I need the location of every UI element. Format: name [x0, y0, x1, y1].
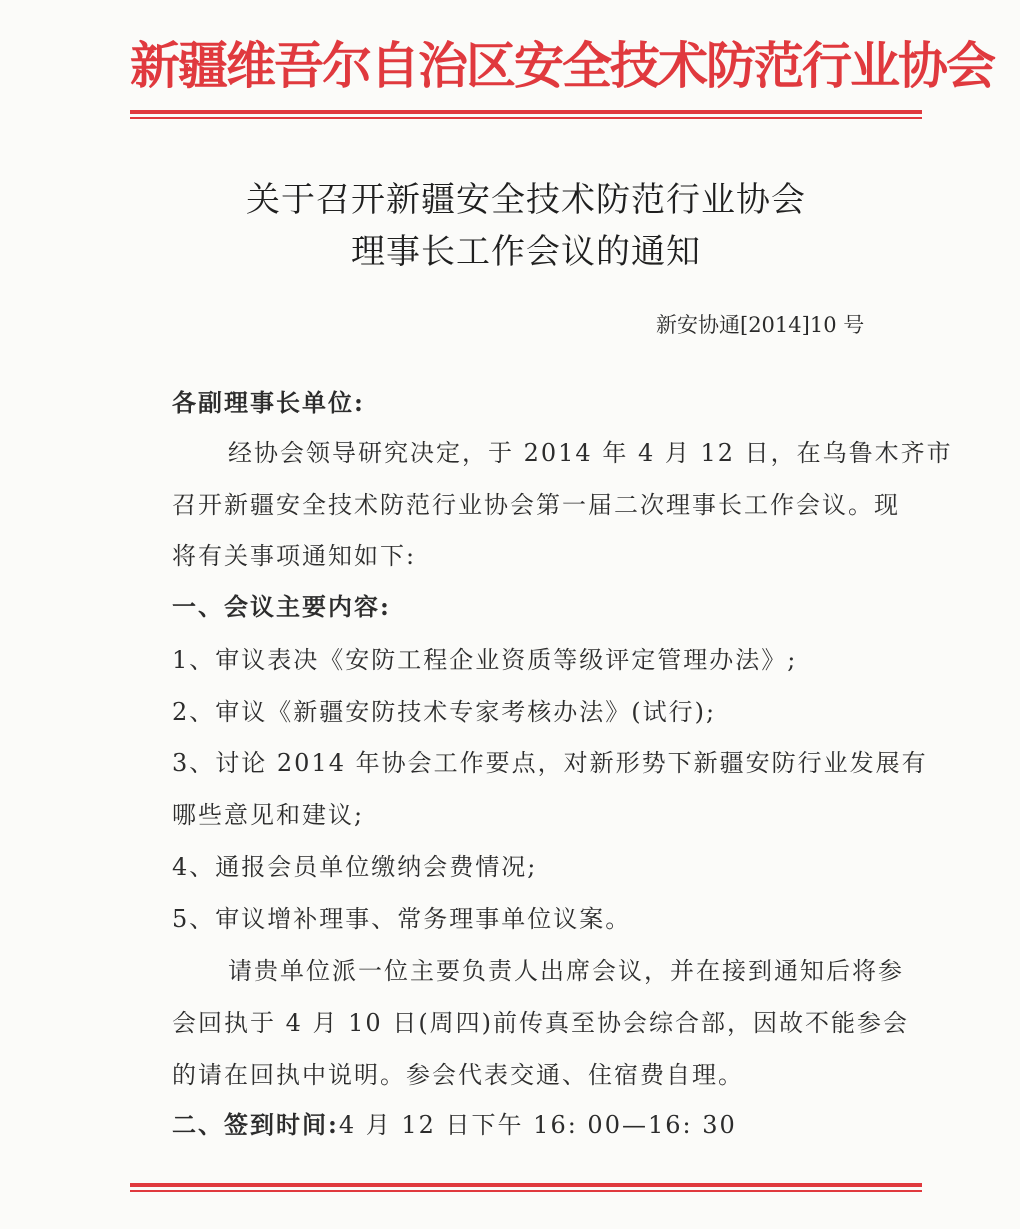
notice-title-line2: 理事长工作会议的通知 — [351, 232, 701, 272]
intro-line: 召开新疆安全技术防范行业协会第一届二次理事长工作会议。现 — [172, 491, 900, 519]
attendance-line: 会回执于 4 月 10 日(周四)前传真至协会综合部，因故不能参会 — [172, 1009, 910, 1037]
intro-line: 经协会领导研究决定，于 2014 年 4 月 12 日，在乌鲁木齐市 — [228, 439, 953, 467]
attendance-line: 的请在回执中说明。参会代表交通、住宿费自理。 — [172, 1061, 744, 1089]
footer-rule-thick — [130, 1183, 922, 1187]
letterhead-rule-thick — [130, 110, 922, 114]
attendance-line: 请贵单位派一位主要负责人出席会议，并在接到通知后将参 — [228, 957, 904, 985]
document-number: 新安协通[2014]10 号 — [656, 313, 865, 337]
agenda-item: 5、审议增补理事、常务理事单位议案。 — [172, 905, 632, 933]
footer-rule-thin — [130, 1190, 922, 1192]
section1-heading: 一、会议主要内容: — [172, 592, 391, 621]
salutation: 各副理事长单位: — [172, 388, 365, 417]
letterhead: 新疆维吾尔自治区安全技术防范行业协会 — [130, 36, 994, 95]
agenda-item: 3、讨论 2014 年协会工作要点，对新形势下新疆安防行业发展有 — [172, 749, 928, 777]
section2-heading: 二、签到时间: — [172, 1110, 339, 1139]
agenda-item: 哪些意见和建议; — [172, 801, 365, 829]
intro-line: 将有关事项通知如下: — [172, 542, 417, 570]
agenda-item: 1、审议表决《安防工程企业资质等级评定管理办法》; — [172, 646, 798, 674]
section2-line — [172, 1110, 737, 1140]
notice-title-line1: 关于召开新疆安全技术防范行业协会 — [246, 180, 806, 220]
agenda-item: 2、审议《新疆安防技术专家考核办法》(试行); — [172, 698, 717, 726]
agenda-item: 4、通报会员单位缴纳会费情况; — [172, 853, 538, 881]
checkin-time: 4 月 12 日下午 16: 00—16: 30 — [338, 1111, 737, 1139]
letterhead-rule-thin — [130, 117, 922, 119]
